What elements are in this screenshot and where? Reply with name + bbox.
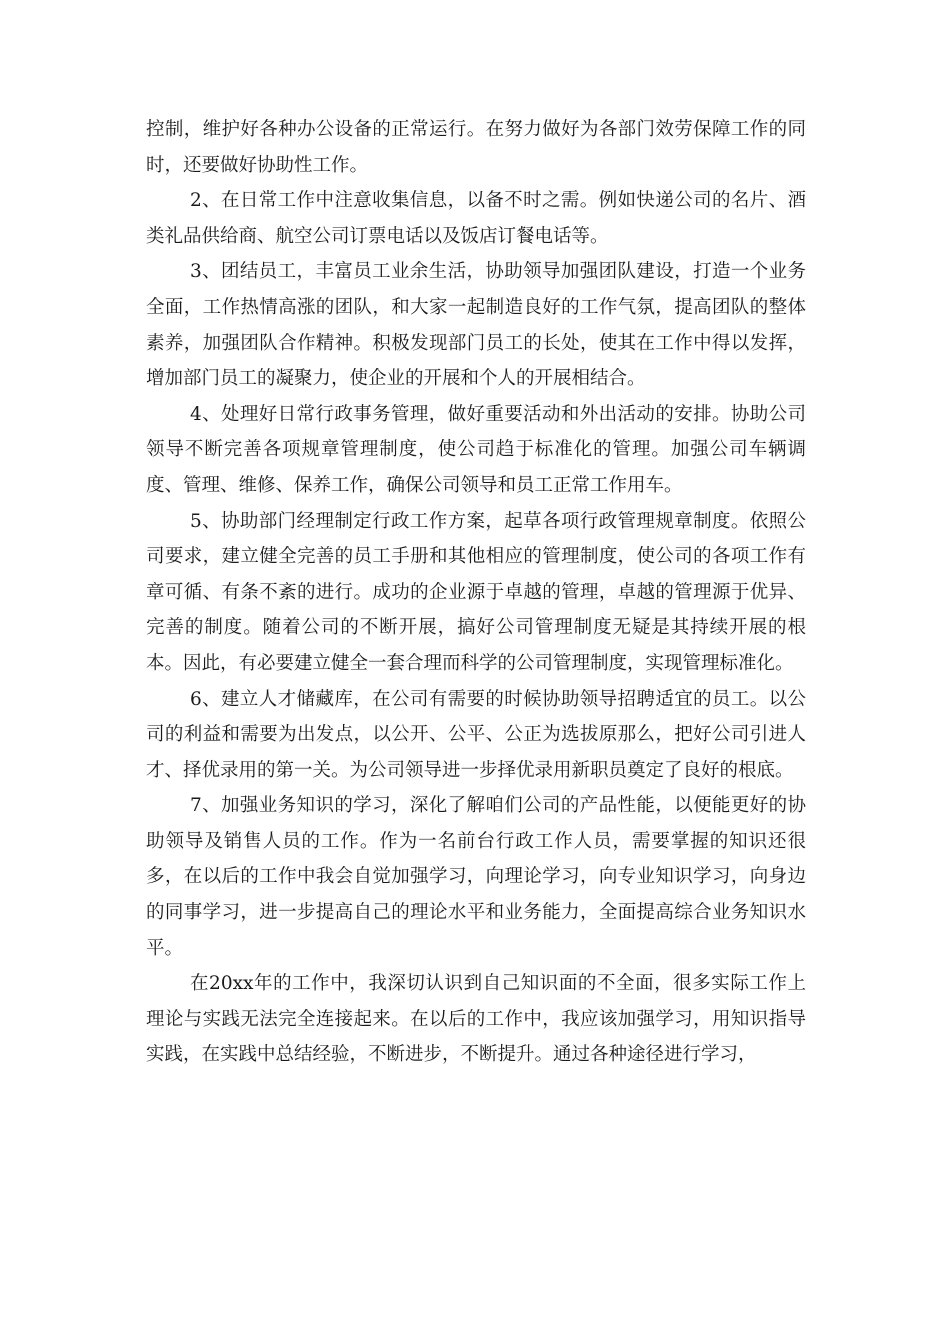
paragraph-item-4: 4、处理好日常行政事务管理，做好重要活动和外出活动的安排。协助公司领导不断完善各项规章管理制度，使公司趋于标准化的管理。加强公司车辆调度、管理、维修、保养工作，确保公司领导和员工正常工作用车。 — [146, 403, 806, 496]
paragraph-item-7: 7、加强业务知识的学习，深化了解咱们公司的产品性能，以便能更好的协助领导及销售人员的工作。作为一名前台行政工作人员，需要掌握的知识还很多，在以后的工作中我会自觉加强学习，向理论学习，向专业知识学习，向身边的同事学习，进一步提高自己的理论水平和业务能力，全面提高综合业务知识水平。 — [146, 795, 806, 959]
paragraph-continuation: 控制，维护好各种办公设备的正常运行。在努力做好为各部门效劳保障工作的同时，还要做好协助性工作。 — [146, 119, 806, 176]
document-body — [146, 112, 806, 1073]
paragraph-item-2: 2、在日常工作中注意收集信息，以备不时之需。例如快递公司的名片、酒类礼品供给商、航空公司订票电话以及饭店订餐电话等。 — [146, 190, 806, 247]
paragraph-item-5: 5、协助部门经理制定行政工作方案，起草各项行政管理规章制度。依照公司要求，建立健全完善的员工手册和其他相应的管理制度，使公司的各项工作有章可循、有条不紊的进行。成功的企业源于卓越的管理，卓越的管理源于优异、完善的制度。随着公司的不断开展，搞好公司管理制度无疑是其持续开展的根本。因此，有必要建立健全一套合理而科学的公司管理制度，实现管理标准化。 — [146, 510, 806, 674]
paragraph-item-6: 6、建立人才储藏库，在公司有需要的时候协助领导招聘适宜的员工。以公司的利益和需要为出发点，以公开、公平、公正为选拔原那么，把好公司引进人才、择优录用的第一关。为公司领导进一步择优录用新职员奠定了良好的根底。 — [146, 688, 806, 781]
paragraph-summary: 在20xx年的工作中，我深切认识到自己知识面的不全面，很多实际工作上理论与实践无法完全连接起来。在以后的工作中，我应该加强学习，用知识指导实践，在实践中总结经验，不断进步，不断提升。通过各种途径进行学习， — [146, 973, 806, 1066]
paragraph-item-3: 3、团结员工，丰富员工业余生活，协助领导加强团队建设，打造一个业务全面，工作热情高涨的团队，和大家一起制造良好的工作气氛，提高团队的整体素养，加强团队合作精神。积极发现部门员工的长处，使其在工作中得以发挥，增加部门员工的凝聚力，使企业的开展和个人的开展相结合。 — [146, 261, 806, 390]
